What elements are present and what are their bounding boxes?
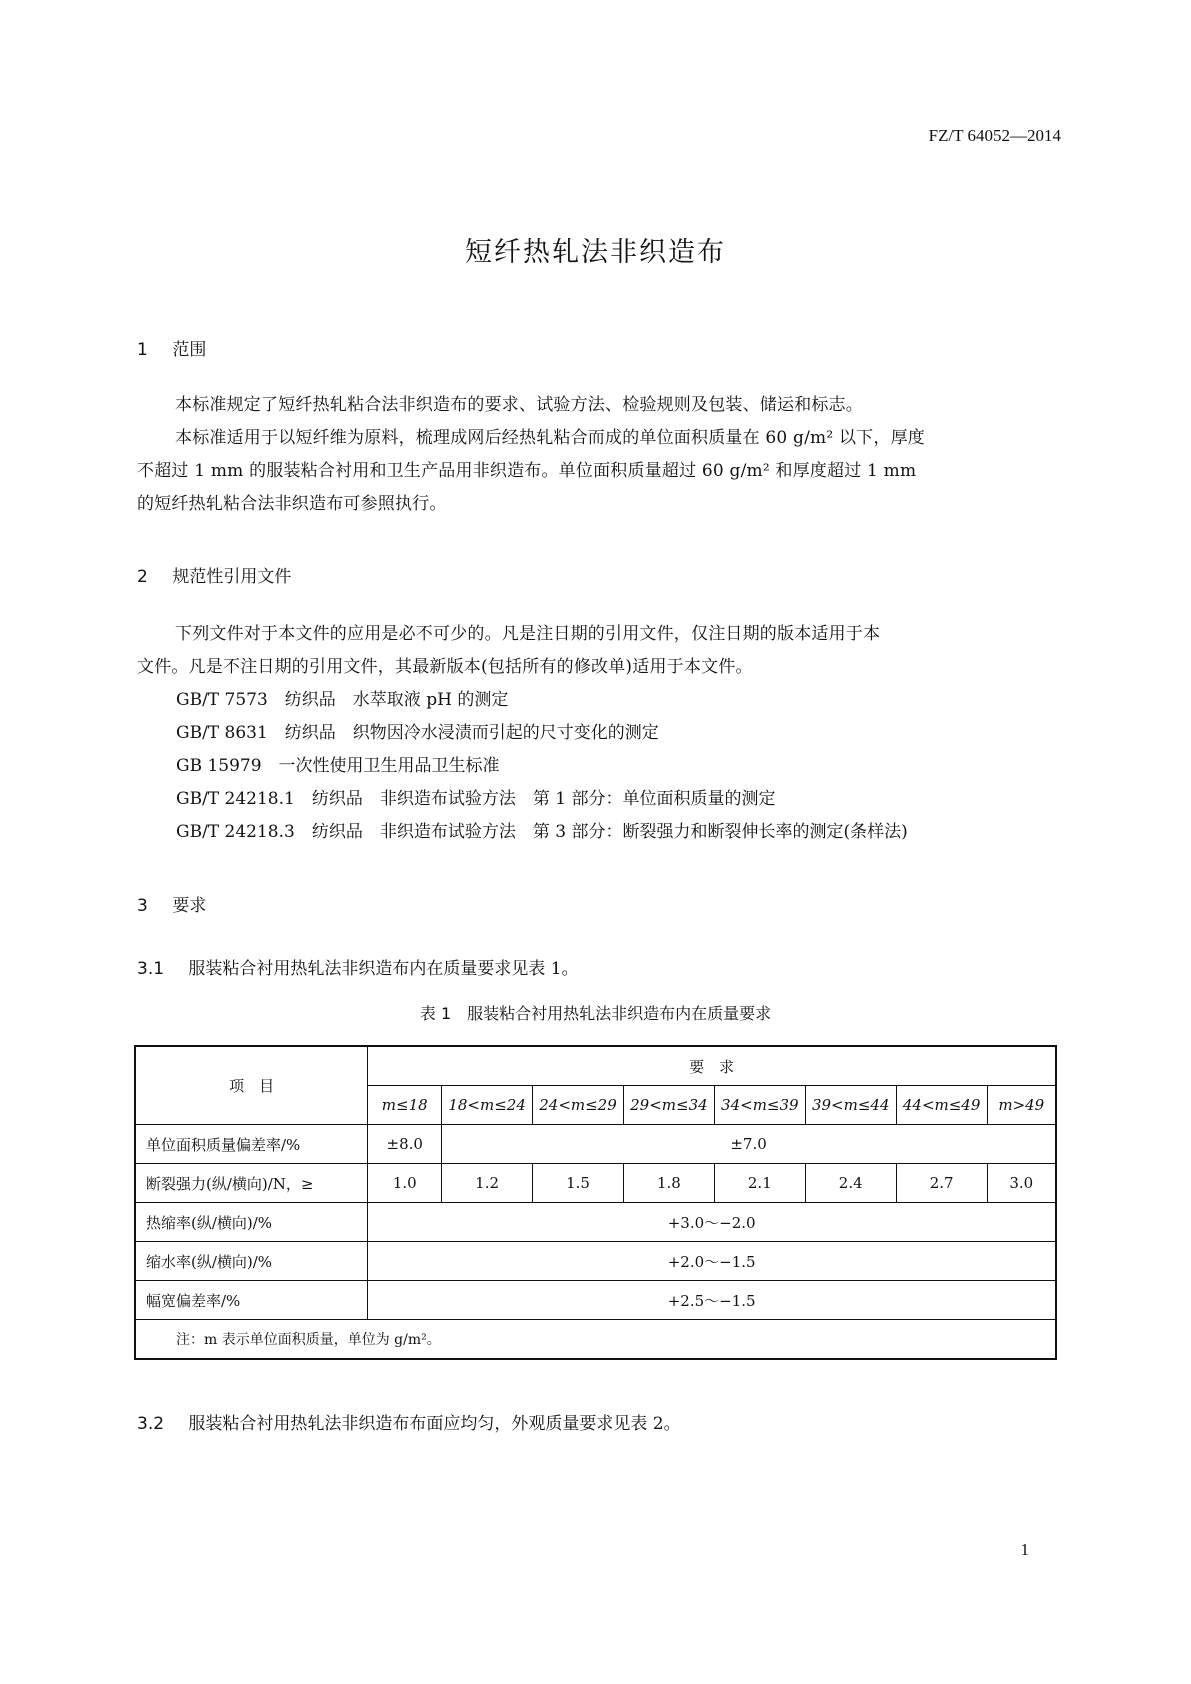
section-title: 范围 (172, 340, 207, 360)
table-cell: +2.0～−1.5 (368, 1242, 1056, 1281)
table-row (135, 1281, 1056, 1320)
range-header: 34<m≤39 (714, 1086, 805, 1125)
text-line: 不超过 1 mm 的服装粘合衬用和卫生产品用非织造布。单位面积质量超过 60 g/m² 和厚度超过 1 mm (137, 461, 917, 481)
item-header: 项 目 (135, 1046, 368, 1125)
table-cell: +3.0～−2.0 (368, 1203, 1056, 1242)
row-label: 热缩率(纵/横向)/% (135, 1203, 368, 1242)
range-header: 39<m≤44 (805, 1086, 896, 1125)
range-header: 18<m≤24 (442, 1086, 533, 1125)
section-title: 规范性引用文件 (172, 567, 292, 587)
range-header: m≤18 (368, 1086, 442, 1125)
references-intro (137, 618, 1057, 684)
range-header: 29<m≤34 (623, 1086, 714, 1125)
range-header: 24<m≤29 (533, 1086, 624, 1125)
section-1-heading (137, 335, 206, 360)
table-cell: 3.0 (987, 1164, 1056, 1203)
range-header: 44<m≤49 (896, 1086, 987, 1125)
clause-text: 服装粘合衬用热轧法非织造布内在质量要求见表 1。 (188, 959, 579, 979)
table-cell: 1.5 (533, 1164, 624, 1203)
reference-item: GB/T 24218.3 纺织品 非织造布试验方法 第 3 部分：断裂强力和断裂伸长率的测定(条样法) (176, 822, 908, 842)
section-3-heading (137, 891, 206, 916)
section-number: 1 (137, 340, 148, 360)
section-2-heading (137, 562, 291, 587)
clause-3-1 (137, 954, 579, 979)
section-title: 要求 (172, 896, 207, 916)
text-line: 本标准规定了短纤热轧粘合法非织造布的要求、试验方法、检验规则及包装、储运和标志。 (175, 395, 863, 415)
table-row (135, 1125, 1056, 1164)
table-cell: 1.8 (623, 1164, 714, 1203)
text-line: 本标准适用于以短纤维为原料，梳理成网后经热轧粘合而成的单位面积质量在 60 g/m² 以下，厚度 (175, 428, 925, 448)
table-row (135, 1164, 1056, 1203)
table-cell: 2.7 (896, 1164, 987, 1203)
reference-item: GB/T 7573 纺织品 水萃取液 pH 的测定 (176, 690, 509, 710)
standard-code: FZ/T 64052—2014 (928, 126, 1061, 145)
text-line: 的短纤热轧粘合法非织造布可参照执行。 (137, 494, 447, 514)
reference-item: GB/T 24218.1 纺织品 非织造布试验方法 第 1 部分：单位面积质量的测定 (176, 789, 776, 809)
row-label: 幅宽偏差率/% (135, 1281, 368, 1320)
clause-text: 服装粘合衬用热轧法非织造布布面应均匀，外观质量要求见表 2。 (188, 1414, 681, 1434)
table-cell: ±7.0 (442, 1125, 1056, 1164)
text-line: 文件。凡是不注日期的引用文件，其最新版本(包括所有的修改单)适用于本文件。 (137, 657, 753, 677)
table-row (135, 1242, 1056, 1281)
reference-item: GB 15979 一次性使用卫生用品卫生标准 (176, 756, 500, 776)
scope-paragraph (137, 389, 1057, 521)
row-label: 缩水率(纵/横向)/% (135, 1242, 368, 1281)
table-cell: 1.2 (442, 1164, 533, 1203)
table-cell: ±8.0 (368, 1125, 442, 1164)
clause-number: 3.2 (137, 1414, 165, 1434)
table-caption: 表 1 服装粘合衬用热轧法非织造布内在质量要求 (419, 1004, 772, 1023)
table-cell: 1.0 (368, 1164, 442, 1203)
page-number: 1 (1020, 1540, 1029, 1559)
section-number: 3 (137, 896, 148, 916)
row-label: 断裂强力(纵/横向)/N，≥ (135, 1164, 368, 1203)
requirement-header: 要 求 (368, 1046, 1056, 1086)
table-header-row (135, 1046, 1056, 1086)
section-number: 2 (137, 567, 148, 587)
table-cell: +2.5～−1.5 (368, 1281, 1056, 1320)
document-title: 短纤热轧法非织造布 (465, 237, 726, 268)
quality-requirements-table (134, 1045, 1057, 1360)
range-header: m>49 (987, 1086, 1056, 1125)
clause-3-2 (137, 1409, 681, 1434)
clause-number: 3.1 (137, 959, 165, 979)
text-line: 下列文件对于本文件的应用是必不可少的。凡是注日期的引用文件，仅注日期的版本适用于本 (175, 624, 881, 644)
table-row (135, 1203, 1056, 1242)
reference-item: GB/T 8631 纺织品 织物因冷水浸渍而引起的尺寸变化的测定 (176, 723, 659, 743)
row-label: 单位面积质量偏差率/% (135, 1125, 368, 1164)
table-cell: 2.1 (714, 1164, 805, 1203)
table-cell: 2.4 (805, 1164, 896, 1203)
table-note-row (135, 1320, 1056, 1360)
reference-list (176, 684, 1056, 849)
table-note: 注：m 表示单位面积质量，单位为 g/m²。 (135, 1320, 1056, 1360)
